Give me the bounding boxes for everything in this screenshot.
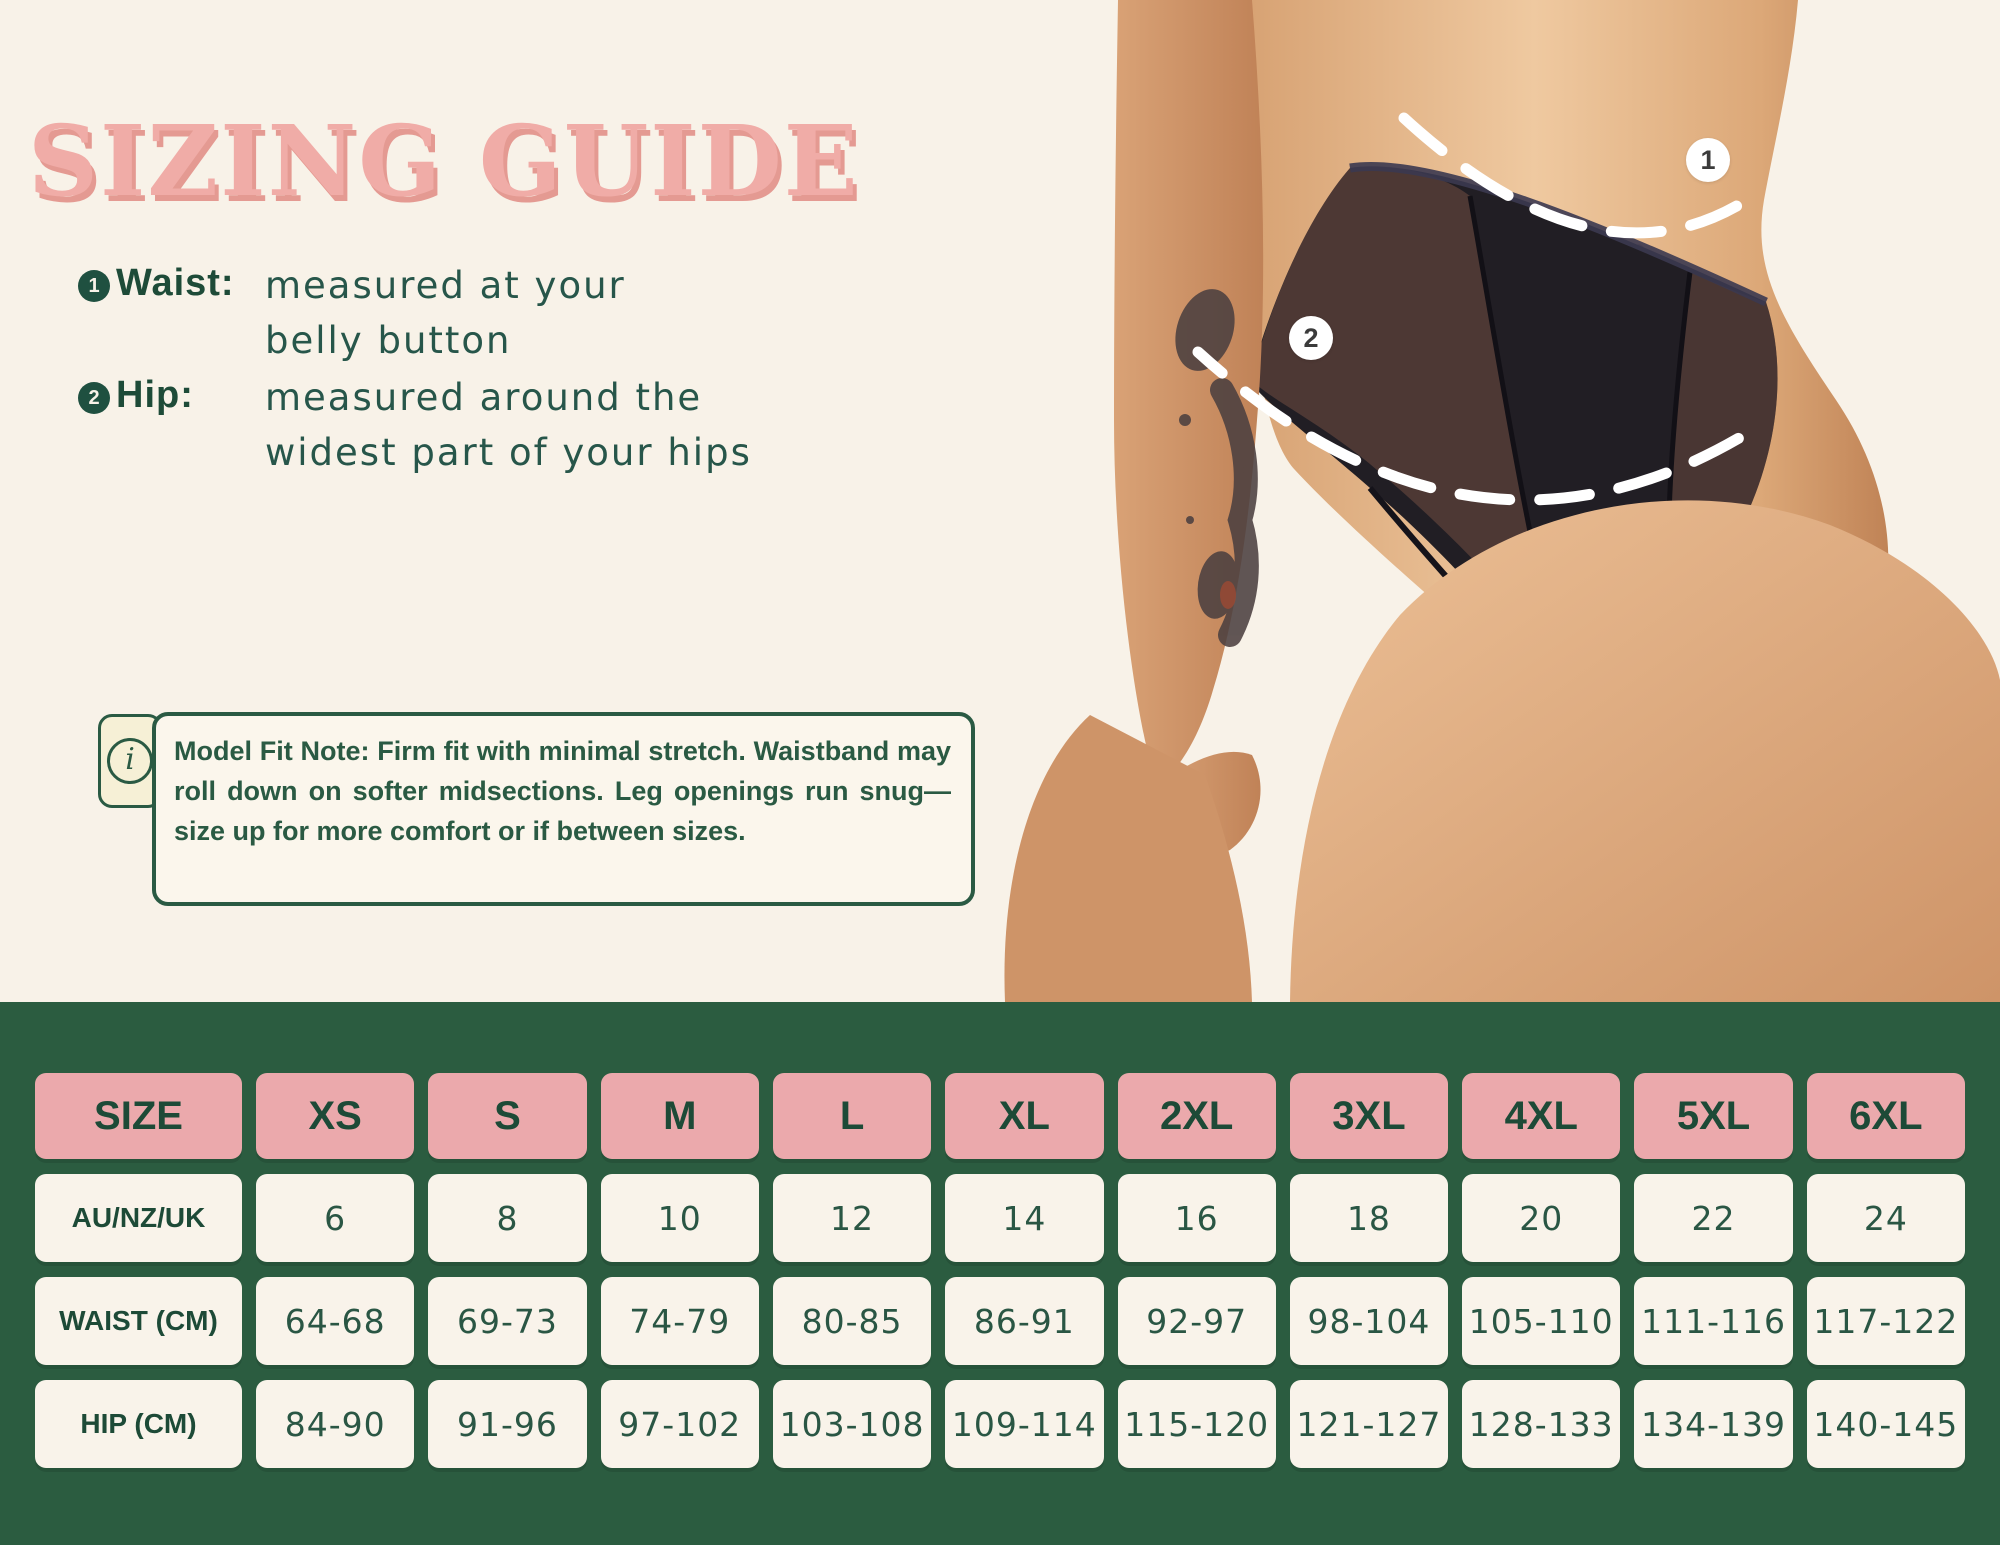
aunzuk-m: 10 [601,1174,759,1262]
header-2xl: 2XL [1118,1073,1276,1159]
hip-label: Hip: [116,374,194,416]
waist-2xl: 92-97 [1118,1277,1276,1365]
hip-xs: 84-90 [256,1380,414,1468]
hip-description-line2: widest part of your hips [265,431,752,474]
model-arm [1114,0,1263,854]
aunzuk-2xl: 16 [1118,1174,1276,1262]
aunzuk-4xl: 20 [1462,1174,1620,1262]
waist-description-line1: measured at your [265,264,626,307]
header-xl: XL [945,1073,1103,1159]
hip-3xl: 121-127 [1290,1380,1448,1468]
waist-description-line2: belly button [265,319,512,362]
hip-4xl: 128-133 [1462,1380,1620,1468]
model-fit-note: Model Fit Note: Firm fit with minimal stretch. Waistband may roll down on softer midsections. Leg openings run snug—size up for more comfort or if between sizes. [152,712,975,906]
hip-2xl: 115-120 [1118,1380,1276,1468]
waist-marker: 1 [1686,138,1730,182]
waist-label: Waist: [116,262,235,304]
waist-3xl: 98-104 [1290,1277,1448,1365]
waist-m: 74-79 [601,1277,759,1365]
size-table [35,1073,1965,1468]
hip-6xl: 140-145 [1807,1380,1965,1468]
model-thigh [1290,500,2000,1002]
aunzuk-5xl: 22 [1634,1174,1792,1262]
aunzuk-s: 8 [428,1174,586,1262]
size-chart-section [0,1002,2000,1545]
header-xs: XS [256,1073,414,1159]
row-label-aunzuk: AU/NZ/UK [35,1174,242,1262]
aunzuk-3xl: 18 [1290,1174,1448,1262]
waist-5xl: 111-116 [1634,1277,1792,1365]
hip-description-line1: measured around the [265,376,703,419]
row-label-hip: HIP (CM) [35,1380,242,1468]
header-l: L [773,1073,931,1159]
hip-5xl: 134-139 [1634,1380,1792,1468]
hip-m: 97-102 [601,1380,759,1468]
header-5xl: 5XL [1634,1073,1792,1159]
waist-l: 80-85 [773,1277,931,1365]
info-icon: i [107,738,153,784]
header-6xl: 6XL [1807,1073,1965,1159]
waist-xs: 64-68 [256,1277,414,1365]
waist-6xl: 117-122 [1807,1277,1965,1365]
header-m: M [601,1073,759,1159]
waist-xl: 86-91 [945,1277,1103,1365]
waist-number-badge: 1 [78,270,110,302]
header-s: S [428,1073,586,1159]
hip-s: 91-96 [428,1380,586,1468]
waist-s: 69-73 [428,1277,586,1365]
header-3xl: 3XL [1290,1073,1448,1159]
row-label-waist: WAIST (CM) [35,1277,242,1365]
hip-xl: 109-114 [945,1380,1103,1468]
hip-marker: 2 [1289,316,1333,360]
tattoo-red-accent [1220,581,1236,609]
header-4xl: 4XL [1462,1073,1620,1159]
aunzuk-l: 12 [773,1174,931,1262]
waist-4xl: 105-110 [1462,1277,1620,1365]
hip-l: 103-108 [773,1380,931,1468]
aunzuk-6xl: 24 [1807,1174,1965,1262]
aunzuk-xs: 6 [256,1174,414,1262]
header-size: SIZE [35,1073,242,1159]
hip-number-badge: 2 [78,382,110,414]
page-title: SIZING GUIDE [28,104,860,218]
aunzuk-xl: 14 [945,1174,1103,1262]
